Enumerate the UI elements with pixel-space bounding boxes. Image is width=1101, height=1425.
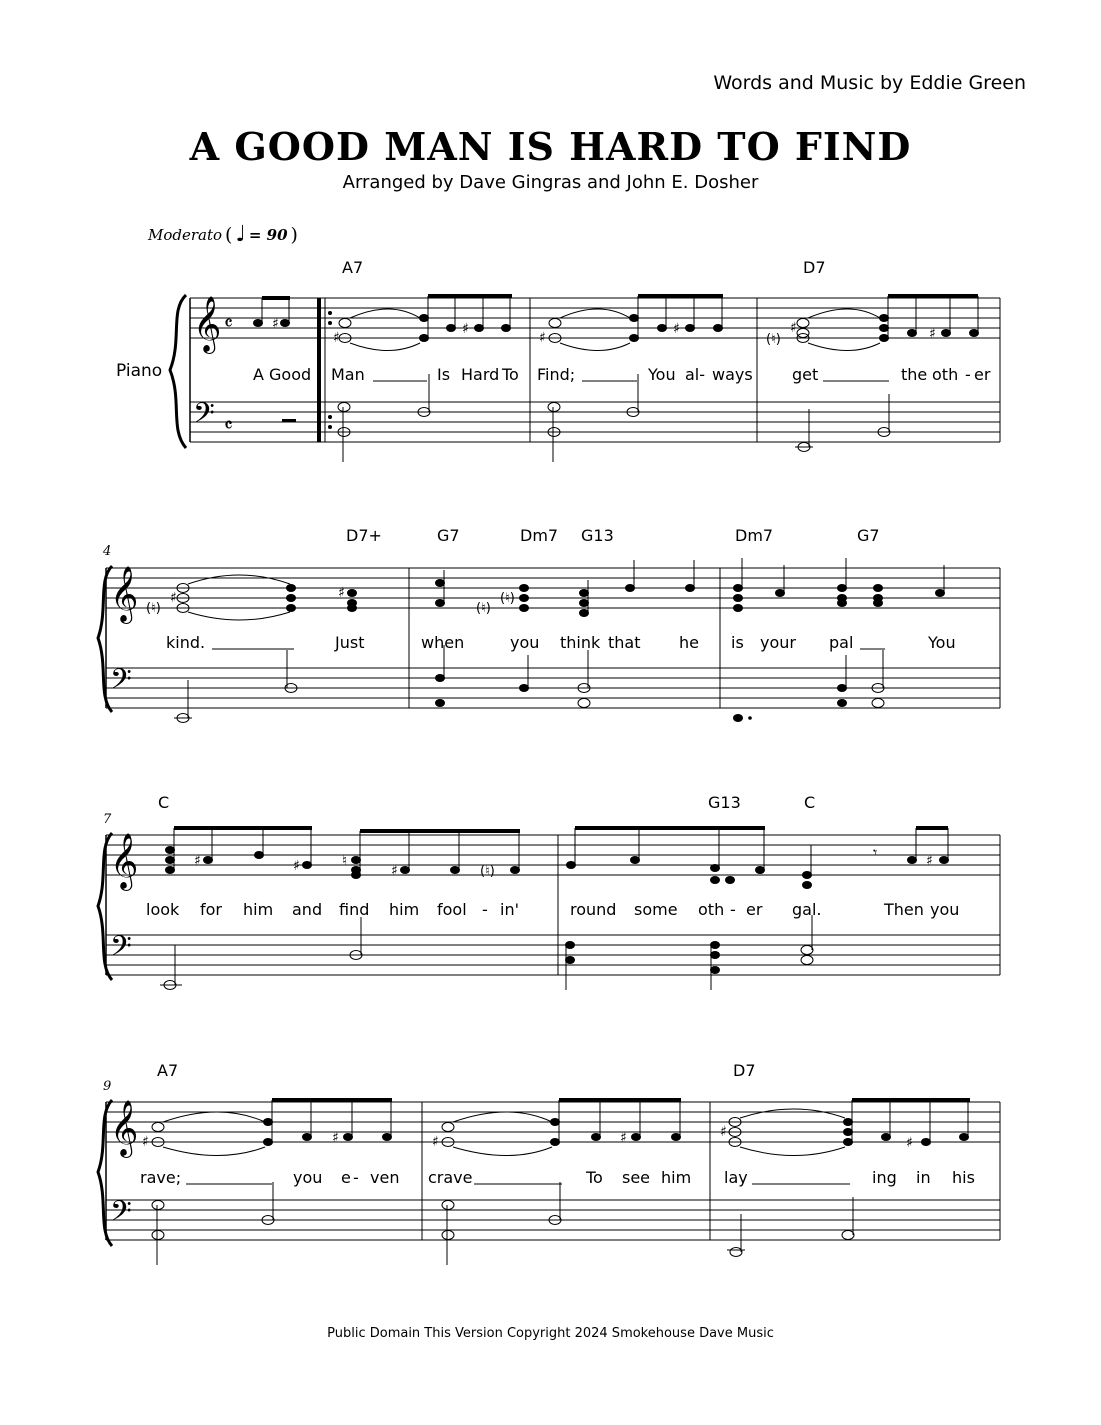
svg-text:look: look bbox=[146, 900, 180, 919]
chord-symbol: C bbox=[158, 793, 170, 812]
svg-text:♯: ♯ bbox=[332, 1130, 339, 1146]
system-1 bbox=[116, 258, 1000, 462]
svg-text:♯: ♯ bbox=[462, 321, 469, 337]
treble-staff bbox=[106, 835, 1000, 875]
svg-text:er: er bbox=[974, 365, 991, 384]
eighth-rest-icon: 𝄾 bbox=[873, 843, 878, 862]
svg-text:♯: ♯ bbox=[338, 585, 345, 601]
svg-text:You: You bbox=[648, 365, 676, 384]
svg-text:-: - bbox=[730, 900, 736, 919]
svg-text:♯: ♯ bbox=[673, 321, 680, 337]
svg-text:♯: ♯ bbox=[539, 330, 546, 346]
svg-text:(♮): (♮) bbox=[146, 601, 161, 616]
svg-text:oth: oth bbox=[932, 365, 959, 384]
chord-symbol: G7 bbox=[857, 526, 880, 545]
bass-notes-4 bbox=[152, 1182, 854, 1265]
svg-text:Is: Is bbox=[437, 365, 451, 384]
chord-symbol: G13 bbox=[708, 793, 741, 812]
bass-clef-icon: 𝄢 bbox=[110, 930, 132, 970]
treble-clef-icon: 𝄞 bbox=[110, 833, 139, 889]
bass-staff bbox=[106, 1200, 1000, 1240]
lyrics-line-2 bbox=[166, 633, 956, 652]
lyrics-line-1 bbox=[253, 365, 991, 384]
bass-notes-2 bbox=[174, 650, 884, 723]
svg-text:fool: fool bbox=[437, 900, 467, 919]
svg-text:♯: ♯ bbox=[194, 853, 201, 869]
copyright-footer: Public Domain This Version Copyright 2024 Smokehouse Dave Music bbox=[327, 1326, 774, 1341]
chord-symbol: A7 bbox=[342, 258, 364, 277]
chord-symbol: A7 bbox=[157, 1061, 179, 1080]
svg-text:♯: ♯ bbox=[926, 853, 933, 869]
svg-text:al-: al- bbox=[685, 365, 706, 384]
svg-text:him: him bbox=[661, 1168, 692, 1187]
svg-text:you: you bbox=[293, 1168, 323, 1187]
svg-text:-: - bbox=[482, 900, 488, 919]
tempo-word: Moderato bbox=[148, 226, 223, 244]
bass-clef-icon: 𝄢 bbox=[110, 1195, 132, 1235]
lyrics-line-3 bbox=[146, 900, 959, 919]
svg-text:ing: ing bbox=[872, 1168, 897, 1187]
chord-symbol: Dm7 bbox=[520, 526, 559, 545]
treble-clef-icon: 𝄞 bbox=[193, 296, 222, 352]
treble-staff bbox=[190, 298, 1000, 338]
svg-text:see: see bbox=[622, 1168, 651, 1187]
svg-text:crave: crave bbox=[428, 1168, 473, 1187]
svg-text:♮: ♮ bbox=[342, 853, 348, 869]
svg-text:kind.: kind. bbox=[166, 633, 206, 652]
svg-text:You: You bbox=[928, 633, 956, 652]
svg-text:♯: ♯ bbox=[720, 1124, 727, 1140]
svg-text:him: him bbox=[243, 900, 274, 919]
bass-staff bbox=[190, 402, 1000, 442]
system-3 bbox=[98, 793, 1000, 990]
bass-staff bbox=[106, 668, 1000, 708]
svg-text:♯: ♯ bbox=[333, 330, 340, 346]
quarter-note-icon: ♩ bbox=[235, 222, 246, 247]
chord-symbol: Dm7 bbox=[735, 526, 774, 545]
svg-text:♯: ♯ bbox=[929, 326, 936, 342]
svg-text:er: er bbox=[746, 900, 763, 919]
svg-text:Just: Just bbox=[335, 633, 365, 652]
chord-symbol: D7 bbox=[733, 1061, 756, 1080]
svg-text:♯: ♯ bbox=[142, 1134, 149, 1150]
svg-text:lay: lay bbox=[724, 1168, 748, 1187]
svg-text:♯: ♯ bbox=[790, 320, 797, 336]
measure-number: 7 bbox=[103, 812, 112, 827]
measure-number: 9 bbox=[103, 1079, 112, 1094]
svg-text:is: is bbox=[731, 633, 744, 652]
svg-text:oth: oth bbox=[698, 900, 725, 919]
svg-text:Hard: Hard bbox=[461, 365, 500, 384]
svg-text:you: you bbox=[930, 900, 960, 919]
svg-text:Then: Then bbox=[884, 900, 924, 919]
chord-symbol: G7 bbox=[437, 526, 460, 545]
svg-text:♯: ♯ bbox=[391, 863, 398, 879]
bass-clef-icon: 𝄢 bbox=[193, 397, 215, 437]
chord-symbol: D7+ bbox=[346, 526, 382, 545]
chord-symbol: C bbox=[804, 793, 816, 812]
bass-staff bbox=[106, 935, 1000, 975]
chord-symbol: D7 bbox=[803, 258, 826, 277]
tempo-value: = 90 bbox=[248, 226, 288, 244]
svg-text:him: him bbox=[389, 900, 420, 919]
common-time-icon: 𝄴 bbox=[224, 413, 233, 437]
brace bbox=[170, 295, 186, 448]
svg-text:get: get bbox=[792, 365, 819, 384]
svg-text:pal: pal bbox=[829, 633, 854, 652]
system-4 bbox=[98, 1061, 1000, 1265]
svg-text:that: that bbox=[608, 633, 641, 652]
svg-text:his: his bbox=[952, 1168, 975, 1187]
instrument-label: Piano bbox=[116, 361, 163, 381]
bass-notes-1 bbox=[338, 374, 890, 462]
svg-text:Man: Man bbox=[331, 365, 365, 384]
tempo-marking: Moderato ( ♩ = 90 ) bbox=[148, 222, 298, 247]
svg-text:he: he bbox=[679, 633, 699, 652]
svg-text:♯: ♯ bbox=[170, 590, 177, 606]
treble-staff bbox=[106, 568, 1000, 608]
system-2 bbox=[98, 526, 1000, 723]
svg-text:ven: ven bbox=[370, 1168, 400, 1187]
svg-text:♯: ♯ bbox=[906, 1135, 913, 1151]
svg-text:for: for bbox=[200, 900, 222, 919]
svg-text:(♮): (♮) bbox=[480, 864, 495, 879]
chord-symbol: G13 bbox=[581, 526, 614, 545]
treble-clef-icon: 𝄞 bbox=[110, 1100, 139, 1156]
svg-text:gal.: gal. bbox=[792, 900, 822, 919]
svg-text:-: - bbox=[965, 365, 971, 384]
arranger-credit: Arranged by Dave Gingras and John E. Dosher bbox=[342, 172, 759, 193]
svg-text:when: when bbox=[421, 633, 465, 652]
svg-text:(♮): (♮) bbox=[476, 601, 491, 616]
svg-text:Find;: Find; bbox=[537, 365, 576, 384]
svg-text:ways: ways bbox=[712, 365, 753, 384]
measure-1-treble bbox=[339, 309, 420, 351]
measure-number: 4 bbox=[103, 544, 112, 559]
treble-clef-icon: 𝄞 bbox=[110, 566, 139, 622]
svg-text:round: round bbox=[570, 900, 617, 919]
svg-text:♯: ♯ bbox=[293, 858, 300, 874]
bass-clef-icon: 𝄢 bbox=[110, 663, 132, 703]
svg-text:♯: ♯ bbox=[432, 1134, 439, 1150]
svg-text:in': in' bbox=[500, 900, 519, 919]
svg-text:in: in bbox=[916, 1168, 931, 1187]
svg-text:you: you bbox=[510, 633, 540, 652]
pickup-notes bbox=[253, 296, 296, 422]
svg-text:and: and bbox=[292, 900, 323, 919]
song-title: A GOOD MAN IS HARD TO FIND bbox=[189, 124, 912, 169]
svg-text:your: your bbox=[760, 633, 796, 652]
svg-text:(♮): (♮) bbox=[766, 332, 781, 347]
common-time-icon: 𝄴 bbox=[224, 311, 233, 335]
svg-text:-: - bbox=[353, 1168, 359, 1187]
svg-text:(♮): (♮) bbox=[500, 591, 515, 606]
svg-text:♯: ♯ bbox=[620, 1130, 627, 1146]
svg-text:A Good: A Good bbox=[253, 365, 312, 384]
svg-text:the: the bbox=[901, 365, 928, 384]
svg-text:find: find bbox=[339, 900, 370, 919]
lyrics-line-4 bbox=[140, 1168, 975, 1187]
svg-text:To: To bbox=[502, 365, 519, 384]
svg-text:e: e bbox=[341, 1168, 351, 1187]
svg-text:♯: ♯ bbox=[272, 316, 279, 332]
svg-text:think: think bbox=[560, 633, 601, 652]
svg-text:To: To bbox=[586, 1168, 603, 1187]
svg-text:some: some bbox=[634, 900, 678, 919]
composer-credit: Words and Music by Eddie Green bbox=[713, 72, 1026, 94]
svg-text:rave;: rave; bbox=[140, 1168, 182, 1187]
